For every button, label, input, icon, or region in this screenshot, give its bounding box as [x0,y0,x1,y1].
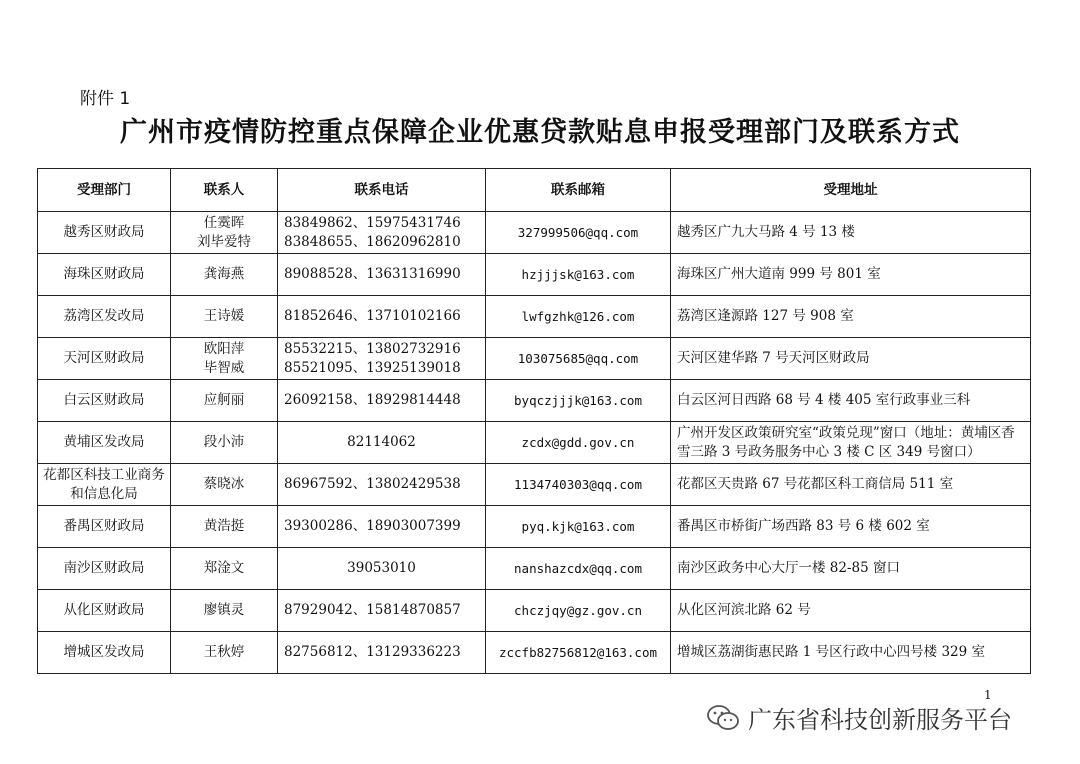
table-header-row [38,169,1031,212]
phone-cell-line: 39053010 [347,560,416,576]
address-cell: 从化区河滨北路 62 号 [671,590,1031,632]
address-cell: 花都区天贵路 67 号花都区科工商信局 511 室 [671,464,1031,506]
contact-cell-line: 毕智威 [203,359,245,376]
table-row [38,380,1031,422]
email-cell: nanshazcdx@qq.com [486,548,671,590]
email-cell: pyq.kjk@163.com [486,506,671,548]
address-cell: 增城区荔湖街惠民路 1 号区行政中心四号楼 329 室 [671,632,1031,674]
table-row [38,632,1031,674]
dept-cell: 增城区发改局 [38,632,171,674]
table-row [38,464,1031,506]
phone-cell [278,590,486,632]
contact-cell [171,506,278,548]
phone-cell [278,380,486,422]
email-cell: zccfb82756812@163.com [486,632,671,674]
contacts-table [37,168,1031,674]
contact-cell [171,632,278,674]
table-row [38,296,1031,338]
contact-cell [171,296,278,338]
contact-cell-line: 龚海燕 [203,266,245,282]
watermark [706,700,1012,735]
contact-cell [171,338,278,380]
phone-cell [278,548,486,590]
address-cell: 白云区河日西路 68 号 4 楼 405 室行政事业三科 [671,380,1031,422]
address-cell: 天河区建华路 7 号天河区财政局 [671,338,1031,380]
contact-cell-line: 黄浩挺 [203,518,245,534]
table-row [38,506,1031,548]
wechat-icon [706,703,740,733]
table-row [38,212,1031,254]
contact-cell-line: 王诗媛 [203,308,245,324]
table-row [38,548,1031,590]
contact-cell-line: 刘毕爱特 [197,233,251,250]
table-body [38,212,1031,674]
contact-cell [171,380,278,422]
table-row [38,254,1031,296]
contact-cell-line: 郑淦文 [203,560,245,576]
dept-cell: 番禺区财政局 [38,506,171,548]
column-header-phone: 联系电话 [278,169,486,212]
contact-cell [171,548,278,590]
email-cell: chczjqy@gz.gov.cn [486,590,671,632]
phone-cell [278,338,486,380]
contact-cell-line: 应舸丽 [203,392,245,408]
phone-cell-line: 86967592、13802429538 [284,476,461,492]
column-header-contact: 联系人 [171,169,278,212]
contact-cell [171,590,278,632]
document-title: 广州市疫情防控重点保障企业优惠贷款贴息申报受理部门及联系方式 [120,117,960,148]
address-cell: 荔湾区逢源路 127 号 908 室 [671,296,1031,338]
phone-cell-line: 89088528、13631316990 [284,266,461,282]
email-cell: 1134740303@qq.com [486,464,671,506]
contact-cell [171,254,278,296]
email-cell: 327999506@qq.com [486,212,671,254]
address-cell: 广州开发区政策研究室“政策兑现”窗口（地址：黄埔区香雪三路 3 号政务服务中心 3 楼 C 区 349 号窗口） [671,422,1031,464]
column-header-email: 联系邮箱 [486,169,671,212]
page-number: 1 [984,688,992,702]
dept-cell: 海珠区财政局 [38,254,171,296]
phone-cell-line: 87929042、15814870857 [284,602,461,618]
email-cell: byqczjjjk@163.com [486,380,671,422]
phone-cell [278,632,486,674]
contact-cell-line: 王秋婷 [203,644,245,660]
contact-cell-line: 段小沛 [203,434,245,450]
phone-cell-line: 83848655、18620962810 [284,233,461,250]
contact-cell [171,464,278,506]
phone-cell [278,506,486,548]
dept-cell: 荔湾区发改局 [38,296,171,338]
attachment-label: 附件 1 [80,89,131,109]
email-cell: hzjjjsk@163.com [486,254,671,296]
address-cell: 海珠区广州大道南 999 号 801 室 [671,254,1031,296]
address-cell: 越秀区广九大马路 4 号 13 楼 [671,212,1031,254]
phone-cell [278,422,486,464]
dept-cell: 天河区财政局 [38,338,171,380]
address-cell: 番禺区市桥街广场西路 83 号 6 楼 602 室 [671,506,1031,548]
column-header-dept: 受理部门 [38,169,171,212]
table-row [38,422,1031,464]
phone-cell-line: 81852646、13710102166 [284,308,461,324]
email-cell: lwfgzhk@126.com [486,296,671,338]
contact-cell [171,212,278,254]
phone-cell-line: 26092158、18929814448 [284,392,461,408]
email-cell: zcdx@gdd.gov.cn [486,422,671,464]
phone-cell [278,464,486,506]
phone-cell-line: 85521095、13925139018 [284,359,461,376]
phone-cell-line: 83849862、15975431746 [284,214,461,231]
table-row [38,590,1031,632]
dept-cell: 南沙区财政局 [38,548,171,590]
address-cell: 南沙区政务中心大厅一楼 82-85 窗口 [671,548,1031,590]
phone-cell [278,212,486,254]
dept-cell: 越秀区财政局 [38,212,171,254]
contact-cell-line: 蔡晓冰 [203,476,245,492]
watermark-text: 广东省科技创新服务平台 [748,706,1012,734]
contact-cell-line: 廖镇灵 [203,602,245,618]
phone-cell [278,296,486,338]
contact-cell [171,422,278,464]
dept-cell: 白云区财政局 [38,380,171,422]
phone-cell-line: 39300286、18903007399 [284,518,461,534]
contact-cell-line: 任霙晖 [203,214,245,231]
phone-cell-line: 82114062 [347,434,416,450]
phone-cell-line: 82756812、13129336223 [284,644,461,660]
email-cell: 103075685@qq.com [486,338,671,380]
column-header-address: 受理地址 [671,169,1031,212]
dept-cell: 花都区科技工业商务和信息化局 [38,464,171,506]
phone-cell-line: 85532215、13802732916 [284,340,461,357]
phone-cell [278,254,486,296]
contact-cell-line: 欧阳萍 [203,340,245,357]
dept-cell: 从化区财政局 [38,590,171,632]
table-row [38,338,1031,380]
dept-cell: 黄埔区发改局 [38,422,171,464]
